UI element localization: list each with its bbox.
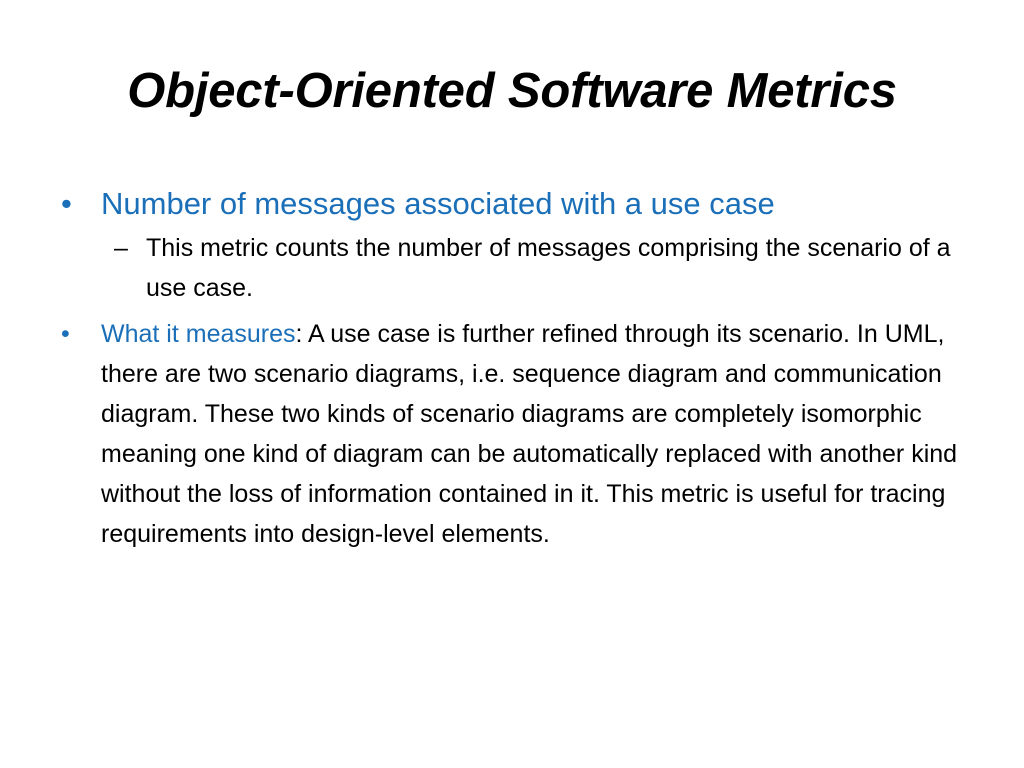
bullet-item-what-it-measures <box>56 314 986 554</box>
sub-bullet-item <box>101 228 986 308</box>
sub-bullet-text: This metric counts the number of messages comprising the scenario of a use case. <box>146 234 951 303</box>
bullet-item-messages <box>56 184 986 308</box>
slide-title: Object-Oriented Software Metrics <box>127 64 897 118</box>
sub-bullet-list <box>101 228 986 308</box>
bullet-label: What it measures <box>101 320 296 349</box>
bullet-label-separator: : <box>295 320 303 349</box>
bullet-body-text: A use case is further refined through its scenario. In UML, there are two scenario diagrams, i.e. sequence diagram and communication diagram. These two kinds of scenario diagrams are completely isomorphic meaning one kind of diagram can be automatically replaced with another kind without the loss of information contained in it. This metric is useful for tracing requirements into design-level elements. <box>101 320 958 549</box>
bullet-point-icon: • <box>61 186 72 221</box>
bullet-point-icon: • <box>61 320 70 349</box>
bullet-list <box>56 184 986 554</box>
dash-bullet-icon: – <box>114 234 128 263</box>
bullet-heading-text: Number of messages associated with a use case <box>101 186 775 221</box>
